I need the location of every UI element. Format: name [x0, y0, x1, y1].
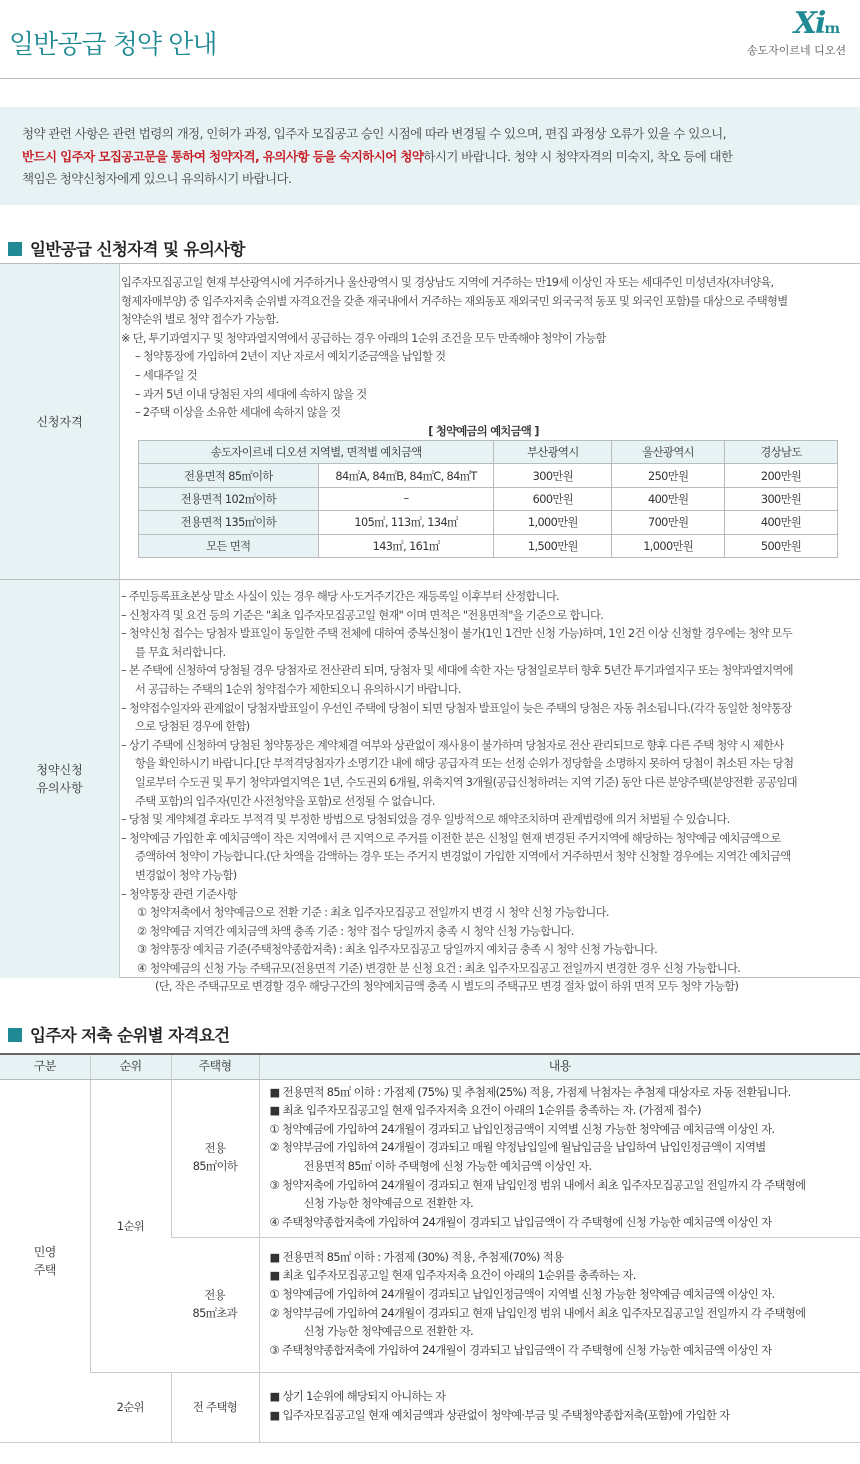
caution-label: 청약신청 유의사항 — [0, 580, 120, 978]
section-heading-rank: 입주자 저축 순위별 자격요건 — [8, 1022, 230, 1046]
category-cell: 민영 주택 — [0, 1079, 90, 1442]
table-row — [0, 1372, 860, 1442]
rank-cell: 2순위 — [90, 1372, 171, 1442]
type-cell: 전 주택형 — [171, 1372, 259, 1442]
table-row: 전용면적 135㎡이하 105㎡, 113㎡, 134㎡ 1,000만원 700만원 400만원 — [139, 511, 838, 534]
page-header — [0, 0, 860, 80]
notice-text: 청약 관련 사항은 관련 법령의 개정, 인허가 과정, 입주자 모집공고 승인 시점에 따라 변경될 수 있으며, 편집 과정상 오류가 있을 수 있으니, — [22, 126, 726, 141]
section-heading-qualification: 일반공급 신청자격 및 유의사항 — [8, 236, 245, 260]
table-row — [0, 1079, 860, 1237]
type-cell: 전용 85㎡이하 — [171, 1079, 259, 1237]
table-row: 전용면적 85㎡이하 84㎡A, 84㎡B, 84㎡C, 84㎡T 300만원 250만원 200만원 — [139, 464, 838, 487]
content-cell: ■ 전용면적 85㎡ 이하 : 가점제 (75%) 및 추첨제(25%) 적용, 가점제 낙첨자는 추첨제 대상자로 자동 전환됩니다. ■ 최초 입주자모집공고일 현재 입주자저축 요건이 아래의 1순위를 충족하는 자. (가점제 접수) ① 청약예금에 가입하여 24개월이 경과되고 납입인정금액이 지역별 신청 가능한 청약예금 예치금액 이상인 자. ② 청약부금에 가입하여 24개월이 경과되고 매월 약정납입일에 월납입금을 납입하여 납입인정금액이 지역별 전용면적 85㎡ 이하 주택형에 신청 가능한 예치금액 이상인 자. ③ 청약저축에 가입하여 24개월이 경과되고 현재 납입인정 범위 내에서 최초 입주자모집공고일 전일까지 각 주택형에 신청 가능한 청약예금으로 전환한 자. ④ 주택청약종합저축에 가입하여 24개월이 경과되고 납입금액이 각 주택형에 신청 가능한 예치금액 이상인 자 — [259, 1079, 860, 1237]
caution-content: – 주민등록표초본상 말소 사실이 있는 경우 해당 사·도거주기간은 재등록일 이후부터 산정합니다. – 신청자격 및 요건 등의 기준은 "최초 입주자모집공고일 현재" 이며 면적은 "전용면적"을 기준으로 합니다. – 청약신청 접수는 당첨자 발표일이 동일한 주택 전체에 대하여 중복신청이 불가(1인 1건만 신청 가능)하며, 1인 2건 이상 신청할 경우에는 청약 모두 를 무효 처리합니다. – 본 주택에 신청하여 당첨될 경우 당첨자로 전산관리 되며, 당첨자 및 세대에 속한 자는 당첨일로부터 향후 5년간 투기과열지구 또는 청약과열지역에 서 공급하는 주택의 1순위 청약접수가 제한되오니 유의하시기 바랍니다. – 청약접수일자와 관계없이 당첨자발표일이 우선인 주택에 당첨이 되면 당첨자 발표일이 늦은 주택의 당첨은 자동 취소됩니다.(각각 동일한 청약통장 으로 당첨된 경우에 한함) – 상기 주택에 신청하여 당첨된 청약통장은 계약체결 여부와 상관없이 재사용이 불가하며 당첨자로 전산 관리되므로 향후 다른 주택 청약 시 제한사 항을 확인하시기 바랍니다.[단 부적격당첨자가 소명기간 내에 해당 공급자격 또는 선정 순위가 정당함을 소명하지 못하여 당첨이 취소된 자는 당첨 일로부터 수도권 및 투기 청약과열지역은 1년, 수도권외 6개월, 위축지역 3개월(공급신청하려는 지역 기준) 동안 다른 분양주택(분양전환 공공임대 주택 포함)의 입주자(민간 사전청약을 포함)로 선정될 수 없습니다. – 당첨 및 계약체결 후라도 부적격 및 부정한 방법으로 당첨되었을 경우 일방적으로 해약조치하며 관계법령에 의거 처벌될 수 있습니다. – 청약예금 가입한 후 예치금액이 작은 지역에서 큰 지역으로 주거를 이전한 분은 신청일 현재 변경된 주거지역에 해당하는 청약예금 예치금액으로 증액하여 청약이 가능합니다.(단 차액을 감액하는 경우 또는 주거지 변경없이 가입한 지역에서 거주하면서 청약 신청할 경우에는 지역간 예치금액 변경없이 청약 가능함) – 청약통장 관련 기준사항 ① 청약저축에서 청약예금으로 전환 기준 : 최초 입주자모집공고 전일까지 변경 시 청약 신청 가능합니다. ② 청약예금 지역간 예치금액 차액 충족 기준 : 청약 접수 당일까지 충족 시 청약 신청 가능합니다. ③ 청약통장 예치금 기준(주택청약종합저축) : 최초 입주자모집공고 당일까지 예치금 충족 시 청약 신청 가능합니다. ④ 청약예금의 신청 가능 주택규모(전용면적 기준) 변경한 분 신청 요건 : 최초 입주자모집공고 전일까지 변경한 경우 신청 가능합니다. (단, 작은 주택규모로 변경할 경우 해당구간의 청약예치금액 충족 시 별도의 주택규모 변경 절차 없이 하위 면적 모두 청약 가능함) — [121, 590, 797, 994]
type-cell: 전용 85㎡초과 — [171, 1237, 259, 1372]
brand-logo — [698, 6, 848, 62]
page-title: 일반공급 청약 안내 — [9, 30, 217, 60]
table-row: 모든 면적 143㎡, 161㎡ 1,500만원 1,000만원 500만원 — [139, 534, 838, 557]
table-header-row: 구분 순위 주택형 내용 — [0, 1053, 860, 1079]
qualification-content: 입주자모집공고일 현재 부산광역시에 거주하거나 울산광역시 및 경상남도 지역에 거주하는 만19세 이상인 자 또는 세대주인 미성년자(자녀양육, 형제자매부양) 중 입주자저축 순위별 자격요건을 갖춘 재국내에서 거주하는 재외동포 재외국민 외국국적 동포 및 외국인 포함)를 대상으로 주택형별 청약순위 별로 청약 접수가 가능함. ※ 단, 투기과열지구 및 청약과열지역에서 공급하는 경우 아래의 1순위 조건을 모두 만족해야 청약이 가능함 – 청약통장에 가입하여 2년이 지난 자로서 예치기준금액을 납입할 것 – 세대주일 것 – 과거 5년 이내 당첨된 자의 세대에 속하지 않을 것 – 2주택 이상을 소유한 세대에 속하지 않을 것 [ 청약예금의 예치금액 ] — [121, 274, 846, 441]
deposit-table-title: [ 청약예금의 예치금액 ] — [428, 424, 539, 438]
rank-cell: 1순위 — [90, 1079, 171, 1372]
qualification-block — [0, 263, 860, 579]
qualification-label: 신청자격 — [0, 264, 120, 579]
table-row: 전용면적 102㎡이하 – 600만원 400만원 300만원 — [139, 487, 838, 510]
content-cell: ■ 전용면적 85㎡ 이하 : 가점제 (30%) 적용, 추첨제(70%) 적용 ■ 최초 입주자모집공고일 현재 입주자저축 요건이 아래의 1순위를 충족하는 자. ① 청약예금에 가입하여 24개월이 경과되고 납입인정금액이 지역별 신청 가능한 청약예금 예치금액 이상인 자. ② 청약부금에 가입하여 24개월이 경과되고 현재 납입인정 범위 내에서 최초 입주자모집공고일 전일까지 각 주택형에 신청 가능한 청약예금으로 전환한 자. ③ 주택청약종합저축에 가입하여 24개월이 경과되고 납입금액이 각 주택형에 신청 가능한 예치금액 이상인 자 — [259, 1237, 860, 1372]
rank-table — [0, 1053, 860, 1443]
heading-square-icon — [8, 1028, 22, 1042]
content-cell: ■ 상기 1순위에 해당되지 아니하는 자 ■ 입주자모집공고일 현재 예치금액과 상관없이 청약예·부금 및 주택청약종합저축(포함)에 가입한 자 — [259, 1372, 860, 1442]
notice-highlight: 반드시 입주자 모집공고문을 통하여 청약자격, 유의사항 등을 숙지하시어 청약 — [22, 148, 424, 164]
logo-text: 송도자이르네 디오션 — [746, 44, 846, 57]
table-header-row: 송도자이르네 디오션 지역별, 면적별 예치금액 부산광역시 울산광역시 경상남도 — [139, 441, 838, 464]
heading-square-icon — [8, 242, 22, 256]
title-divider — [0, 78, 860, 79]
table-top-rule — [0, 1053, 860, 1055]
caution-block — [0, 579, 860, 994]
logo-mark: Xirn — [793, 6, 838, 41]
notice-box: 청약 관련 사항은 관련 법령의 개정, 인허가 과정, 입주자 모집공고 승인 시점에 따라 변경될 수 있으며, 편집 과정상 오류가 있을 수 있으니, 반드시 입주자 모집공고문을 통하여 청약자격, 유의사항 등을 숙지하시어 청약하시기 바랍니다. 청약 시 청약자격의 미숙지, 착오 등에 대한 책임은 청약신청자에게 있으니 유의하시기 바랍니다. — [0, 107, 860, 205]
deposit-table — [138, 440, 838, 558]
